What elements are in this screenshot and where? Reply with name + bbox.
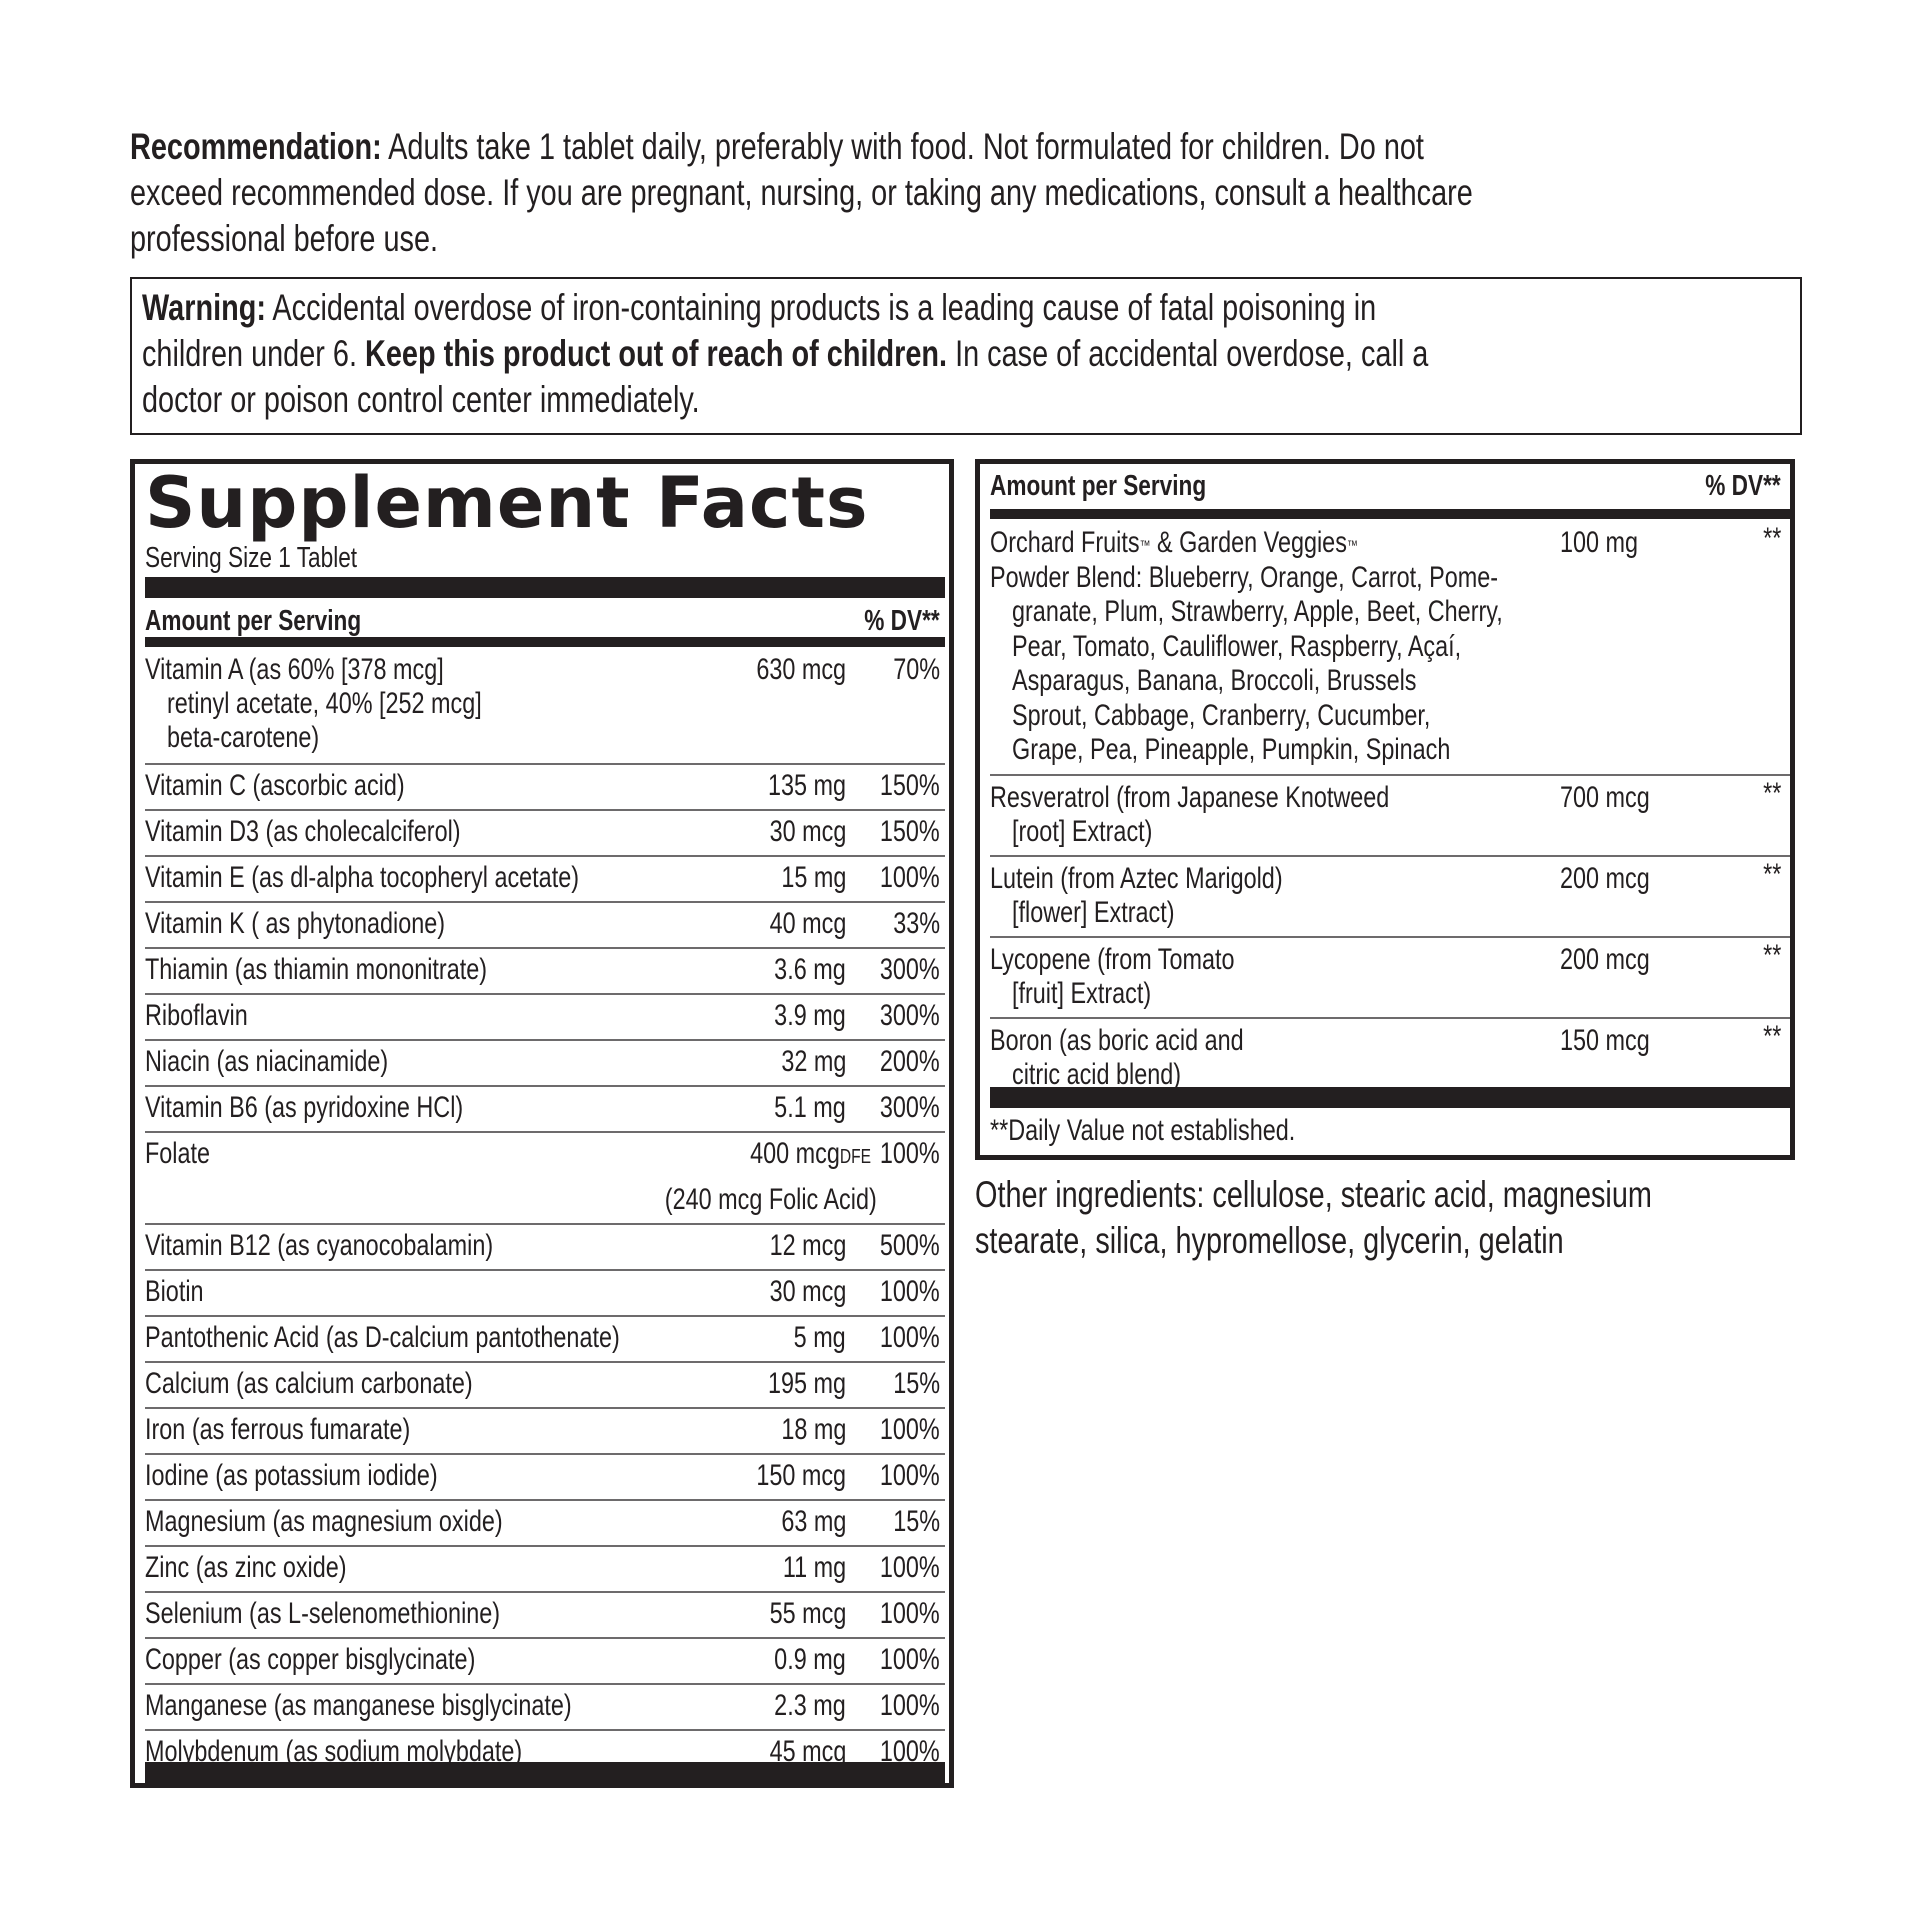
header-daily-value: % DV**	[1705, 470, 1781, 502]
nutrient-row	[145, 815, 550, 849]
nutrient-row	[145, 769, 478, 803]
nutrient-amount: 30 mcg	[769, 1275, 846, 1308]
nutrient-daily-value: 100%	[880, 861, 940, 894]
ingredient-name-continued: [flower] Extract)	[1012, 896, 1175, 929]
nutrient-amount: 15 mg	[780, 861, 846, 894]
nutrient-daily-value: 100%	[880, 1413, 940, 1446]
row-divider	[145, 1131, 945, 1133]
nutrient-row	[145, 907, 530, 941]
nutrient-amount: 5.1 mg	[774, 1091, 846, 1124]
row-divider	[990, 774, 1790, 776]
supplement-facts-panel-continued	[975, 459, 1795, 1160]
nutrient-row	[145, 1045, 457, 1079]
ingredient-name-continued: granate, Plum, Strawberry, Apple, Beet, Cherry,	[1012, 595, 1503, 628]
ingredient-daily-value: **	[1762, 522, 1781, 555]
row-divider	[145, 947, 945, 949]
nutrient-amount: 11 mg	[782, 1551, 846, 1584]
row-divider	[145, 1729, 945, 1731]
nutrient-name: Thiamin (as thiamin mononitrate)	[145, 953, 488, 986]
nutrient-row	[145, 1643, 569, 1677]
ingredient-name: Resveratrol (from Japanese Knotweed	[990, 781, 1390, 814]
nutrient-daily-value: 100%	[880, 1735, 940, 1768]
ingredient-daily-value: **	[1762, 858, 1781, 891]
nutrient-name: Biotin	[145, 1275, 204, 1308]
nutrient-row	[145, 1689, 692, 1723]
nutrient-daily-value: 70%	[893, 653, 940, 686]
nutrient-daily-value: 15%	[893, 1505, 940, 1538]
trademark-symbol: ™	[1346, 537, 1358, 553]
row-divider	[145, 855, 945, 857]
serving-size: Serving Size 1 Tablet	[145, 542, 358, 574]
nutrient-row	[145, 999, 277, 1033]
row-divider	[145, 1499, 945, 1501]
row-divider	[145, 901, 945, 903]
ingredient-name-continued: Asparagus, Banana, Broccoli, Brussels	[1012, 664, 1417, 697]
nutrient-name: Niacin (as niacinamide)	[145, 1045, 389, 1078]
nutrient-name: Iron (as ferrous fumarate)	[145, 1413, 411, 1446]
row-divider	[990, 936, 1790, 938]
nutrient-daily-value: 100%	[880, 1597, 940, 1630]
nutrient-daily-value: 300%	[880, 1091, 940, 1124]
ingredient-name: Orchard Fruits™ & Garden Veggies™	[990, 526, 1358, 559]
header-amount-per-serving: Amount per Serving	[145, 605, 362, 637]
nutrient-name: Vitamin K ( as phytonadione)	[145, 907, 446, 940]
other-ingredients	[975, 1172, 1843, 1264]
recommendation-text: Adults take 1 tablet daily, preferably with food. Not formulated for children. Do not	[381, 126, 1424, 167]
nutrient-row	[145, 1229, 591, 1263]
row-divider	[145, 1315, 945, 1317]
nutrient-daily-value: 100%	[880, 1459, 940, 1492]
nutrient-amount: 18 mg	[780, 1413, 846, 1446]
ingredient-name: Lutein (from Aztec Marigold)	[990, 862, 1283, 895]
nutrient-name: Vitamin E (as dl-alpha tocopheryl acetate)	[145, 861, 579, 894]
nutrient-daily-value: 100%	[880, 1689, 940, 1722]
nutrient-name-continued: beta-carotene)	[167, 721, 320, 754]
recommendation-text: professional before use.	[130, 218, 439, 259]
row-divider	[145, 1591, 945, 1593]
nutrient-daily-value: 100%	[880, 1137, 940, 1170]
nutrient-daily-value: 200%	[880, 1045, 940, 1078]
nutrient-amount: 400 mcgDFE	[750, 1137, 871, 1170]
ingredient-daily-value: **	[1762, 777, 1781, 810]
row-divider	[145, 1545, 945, 1547]
warning-box	[130, 277, 1802, 435]
ingredient-amount: 100 mg	[1560, 526, 1639, 559]
row-divider	[145, 1453, 945, 1455]
medium-divider	[990, 509, 1790, 519]
nutrient-amount: 32 mg	[780, 1045, 846, 1078]
nutrient-amount: 150 mcg	[756, 1459, 846, 1492]
nutrient-amount: 135 mg	[767, 769, 846, 802]
blend-row	[990, 781, 1502, 815]
header-daily-value: % DV**	[864, 605, 940, 637]
recommendation-section	[130, 124, 1920, 262]
ingredient-name-continued: citric acid blend)	[1012, 1058, 1182, 1091]
nutrient-daily-value: 300%	[880, 953, 940, 986]
nutrient-row	[145, 1137, 228, 1171]
nutrient-daily-value: 100%	[880, 1321, 940, 1354]
row-divider	[145, 809, 945, 811]
folic-acid-note: (240 mcg Folic Acid)	[665, 1183, 877, 1216]
nutrient-daily-value: 150%	[880, 815, 940, 848]
nutrient-name: Vitamin A (as 60% [378 mcg]	[145, 653, 444, 686]
nutrient-name: Magnesium (as magnesium oxide)	[145, 1505, 503, 1538]
nutrient-row	[145, 1091, 553, 1125]
dfe-unit: DFE	[839, 1146, 871, 1168]
daily-value-footnote: **Daily Value not established.	[990, 1114, 1296, 1147]
nutrient-row	[145, 1505, 604, 1539]
warning-text: In case of accidental overdose, call a	[947, 333, 1429, 374]
blend-row	[990, 1024, 1315, 1058]
ingredient-name-continued: Powder Blend: Blueberry, Orange, Carrot, Pome-	[990, 560, 1499, 594]
row-divider	[990, 1017, 1790, 1019]
row-divider	[145, 1361, 945, 1363]
row-divider	[145, 1683, 945, 1685]
nutrient-row	[145, 1735, 629, 1769]
ingredient-name: Boron (as boric acid and	[990, 1024, 1244, 1057]
nutrient-name: Molybdenum (as sodium molybdate)	[145, 1735, 523, 1768]
row-divider	[145, 763, 945, 765]
nutrient-amount: 30 mcg	[769, 815, 846, 848]
nutrient-row	[145, 861, 701, 895]
ingredient-amount: 700 mcg	[1560, 781, 1650, 814]
ingredient-daily-value: **	[1762, 1020, 1781, 1053]
row-divider	[145, 1223, 945, 1225]
nutrient-amount: 63 mg	[780, 1505, 846, 1538]
ingredient-daily-value: **	[1762, 939, 1781, 972]
row-divider	[145, 1039, 945, 1041]
medium-divider	[145, 637, 945, 647]
blend-row	[990, 943, 1304, 977]
ingredient-name-continued: [fruit] Extract)	[1012, 977, 1152, 1010]
nutrient-row	[145, 1551, 403, 1585]
supplement-facts-panel	[130, 459, 954, 1788]
nutrient-name: Vitamin D3 (as cholecalciferol)	[145, 815, 461, 848]
nutrient-row	[145, 1321, 754, 1355]
ingredient-name-continued: Pear, Tomato, Cauliflower, Raspberry, Açaí,	[1012, 629, 1462, 663]
nutrient-amount: 12 mcg	[769, 1229, 846, 1262]
nutrient-daily-value: 150%	[880, 769, 940, 802]
nutrient-amount: 0.9 mg	[774, 1643, 846, 1676]
nutrient-row	[145, 1413, 485, 1447]
nutrient-daily-value: 100%	[880, 1275, 940, 1308]
nutrient-name: Vitamin C (ascorbic acid)	[145, 769, 405, 802]
recommendation-label: Recommendation:	[130, 126, 382, 167]
nutrient-row	[145, 1459, 520, 1493]
ingredient-name-continued: [root] Extract)	[1012, 815, 1153, 848]
supplement-facts-title: Supplement Facts	[145, 462, 869, 544]
ingredient-amount: 200 mcg	[1560, 943, 1650, 976]
nutrient-daily-value: 33%	[893, 907, 940, 940]
nutrient-amount: 2.3 mg	[774, 1689, 846, 1722]
nutrient-name: Manganese (as manganese bisglycinate)	[145, 1689, 572, 1722]
nutrient-amount: 5 mg	[793, 1321, 846, 1354]
trademark-symbol: ™	[1139, 537, 1151, 553]
row-divider	[145, 993, 945, 995]
nutrient-name: Folate	[145, 1137, 211, 1170]
nutrient-row	[145, 953, 584, 987]
row-divider	[145, 1637, 945, 1639]
nutrient-row	[145, 1275, 220, 1309]
header-amount-per-serving: Amount per Serving	[990, 470, 1207, 502]
row-divider	[990, 855, 1790, 857]
other-ingredients-text: Other ingredients: cellulose, stearic acid, magnesium	[975, 1174, 1652, 1215]
row-divider	[145, 1269, 945, 1271]
nutrient-name: Zinc (as zinc oxide)	[145, 1551, 347, 1584]
thick-divider	[145, 577, 945, 598]
nutrient-name: Selenium (as L-selenomethionine)	[145, 1597, 501, 1630]
recommendation-text: exceed recommended dose. If you are pregnant, nursing, or taking any medications, consult a healthcare	[130, 172, 1473, 213]
ingredient-amount: 150 mcg	[1560, 1024, 1650, 1057]
ingredient-name: Lycopene (from Tomato	[990, 943, 1235, 976]
nutrient-name: Copper (as copper bisglycinate)	[145, 1643, 476, 1676]
nutrient-amount: 40 mcg	[769, 907, 846, 940]
row-divider	[145, 1407, 945, 1409]
warning-text: children under 6.	[142, 333, 366, 374]
nutrient-name: Vitamin B6 (as pyridoxine HCl)	[145, 1091, 464, 1124]
nutrient-name: Iodine (as potassium iodide)	[145, 1459, 438, 1492]
blend-row	[990, 862, 1365, 896]
nutrient-name: Riboflavin	[145, 999, 248, 1032]
warning-text: doctor or poison control center immediately.	[142, 379, 700, 420]
warning-text: Accidental overdose of iron-containing products is a leading cause of fatal poisoning in	[265, 287, 1377, 328]
nutrient-amount: 3.9 mg	[774, 999, 846, 1032]
ingredient-amount: 200 mcg	[1560, 862, 1650, 895]
nutrient-amount: 630 mcg	[756, 653, 846, 686]
nutrient-row	[145, 653, 528, 687]
warning-emphasis: Keep this product out of reach of children.	[365, 333, 948, 374]
nutrient-daily-value: 100%	[880, 1551, 940, 1584]
nutrient-name: Calcium (as calcium carbonate)	[145, 1367, 473, 1400]
ingredient-name-continued: Sprout, Cabbage, Cranberry, Cucumber,	[1012, 698, 1431, 732]
nutrient-name: Vitamin B12 (as cyanocobalamin)	[145, 1229, 494, 1262]
nutrient-name: Pantothenic Acid (as D-calcium pantothenate)	[145, 1321, 620, 1354]
nutrient-daily-value: 15%	[893, 1367, 940, 1400]
nutrient-amount: 55 mcg	[769, 1597, 846, 1630]
other-ingredients-text: stearate, silica, hypromellose, glycerin, gelatin	[975, 1220, 1564, 1261]
ingredient-name-continued: Grape, Pea, Pineapple, Pumpkin, Spinach	[1012, 733, 1451, 766]
nutrient-row	[145, 1597, 600, 1631]
nutrient-daily-value: 100%	[880, 1643, 940, 1676]
warning-label: Warning:	[142, 287, 266, 328]
nutrient-row	[145, 1367, 565, 1401]
nutrient-amount: 195 mg	[767, 1367, 846, 1400]
row-divider	[145, 1085, 945, 1087]
blend-row	[990, 526, 1462, 560]
nutrient-amount: 45 mcg	[769, 1735, 846, 1768]
nutrient-name-continued: retinyl acetate, 40% [252 mcg]	[167, 687, 482, 720]
nutrient-daily-value: 500%	[880, 1229, 940, 1262]
nutrient-amount: 3.6 mg	[774, 953, 846, 986]
nutrient-daily-value: 300%	[880, 999, 940, 1032]
